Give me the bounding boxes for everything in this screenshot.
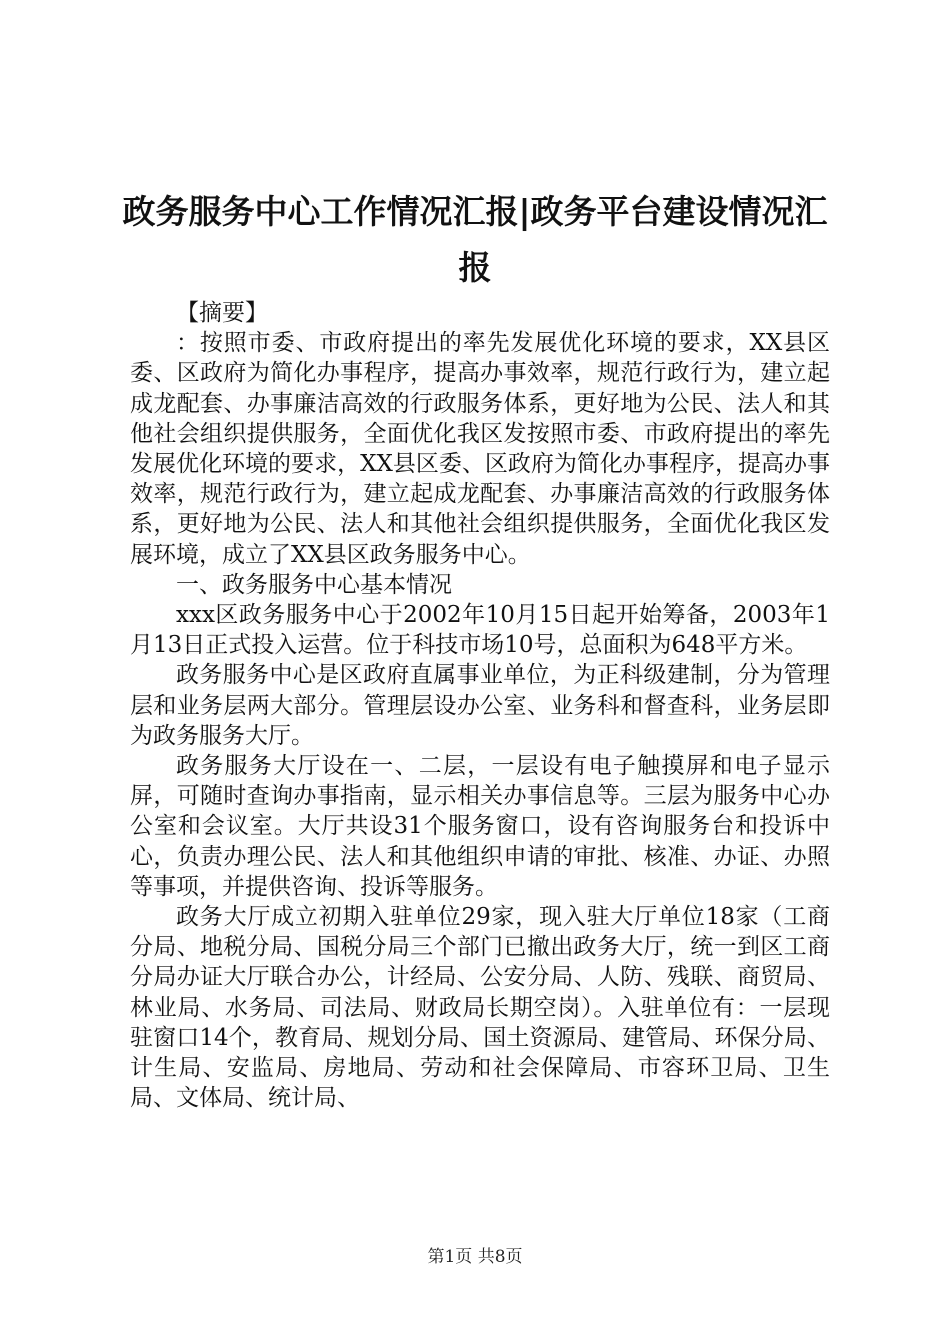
document-body [130, 298, 830, 1113]
paragraph-organization: 政务服务中心是区政府直属事业单位，为正科级建制，分为管理层和业务层两大部分。管理层设办公室、业务科和督查科，业务层即为政务服务大厅。 [130, 662, 830, 749]
paragraph-service-hall: 政务服务大厅设在一、二层，一层设有电子触摸屏和电子显示屏，可随时查询办事指南，显示相关办事信息等。三层为服务中心办公室和会议室。大厅共设31个服务窗口，设有咨询服务台和投诉中心，负责办理公民、法人和其他组织申请的审批、核准、办证、办照等事项，并提供咨询、投诉等服务。 [130, 753, 830, 900]
paragraph-abstract: ：按照市委、市政府提出的率先发展优化环境的要求，XX县区委、区政府为简化办事程序，提高办事效率，规范行政行为，建立起成龙配套、办事廉洁高效的行政服务体系，更好地为公民、法人和其他社会组织提供服务，全面优化我区发按照市委、市政府提出的率先发展优化环境的要求，XX县区委、区政府为简化办事程序，提高办事效率，规范行政行为，建立起成龙配套、办事廉洁高效的行政服务体系，更好地为公民、法人和其他社会组织提供服务，全面优化我区发展环境，成立了XX县区政务服务中心。 [130, 330, 830, 568]
document-title: 政务服务中心工作情况汇报|政务平台建设情况汇报 [122, 192, 828, 287]
paragraph-resident-units: 政务大厅成立初期入驻单位29家，现入驻大厅单位18家（工商分局、地税分局、国税分局三个部门已撤出政务大厅，统一到区工商分局办证大厅联合办公，计经局、公安分局、人防、残联、商贸局、林业局、水务局、司法局、财政局长期空岗）。入驻单位有：一层现驻窗口14个，教育局、规划分局、国土资源局、建管局、环保分局、计生局、安监局、房地局、劳动和社会保障局、市容环卫局、卫生局、文体局、统计局、 [130, 904, 830, 1112]
section-heading-basic-info: 一、政务服务中心基本情况 [176, 571, 452, 598]
paragraph-establishment: xxx区政务服务中心于2002年10月15日起开始筹备，2003年1月13日正式投入运营。位于科技市场10号，总面积为648平方米。 [130, 602, 830, 659]
page-footer: 第1页 共8页 [427, 1247, 523, 1267]
abstract-label: 【摘要】 [176, 300, 268, 326]
